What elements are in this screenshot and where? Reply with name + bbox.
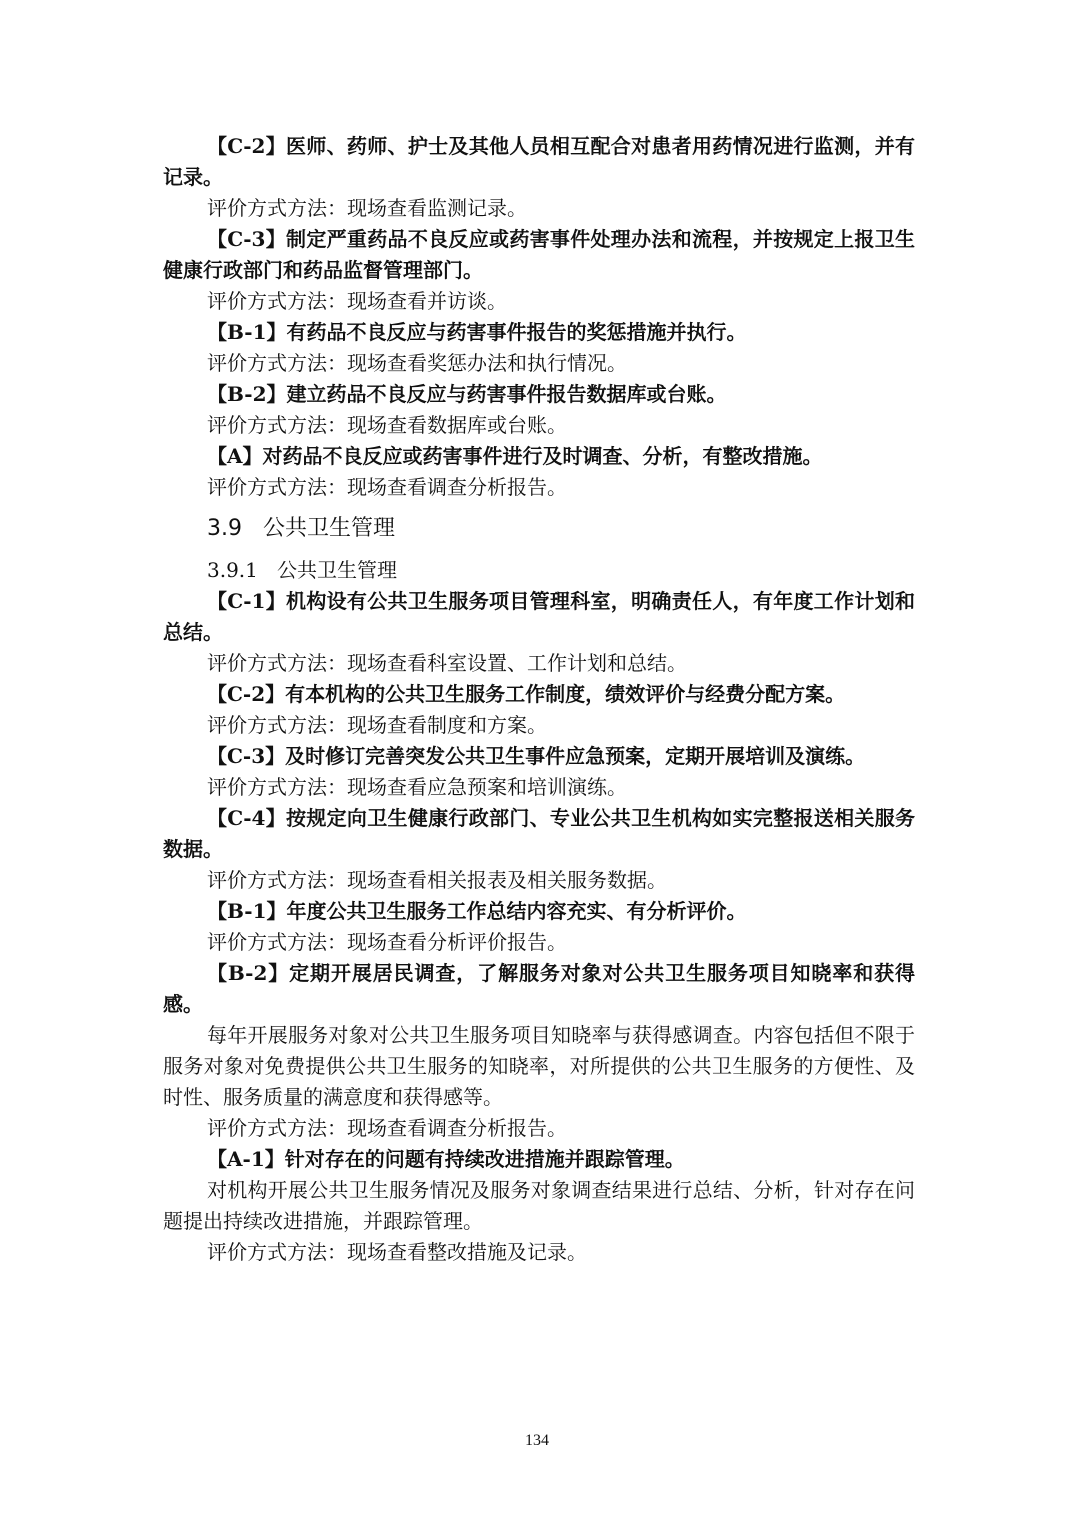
criterion-item: 【C-3】及时修订完善突发公共卫生事件应急预案，定期开展培训及演练。 [207,744,866,768]
criterion-item: 【C-4】按规定向卫生健康行政部门、专业公共卫生机构如实完整报送相关服务数据。 [163,806,915,861]
evaluation-text: 评价方式方法：现场查看调查分析报告。 [207,475,567,499]
page-content [163,131,915,1268]
criterion-item: 【A】对药品不良反应或药害事件进行及时调查、分析，有整改措施。 [207,444,823,468]
criterion-item: 【B-1】年度公共卫生服务工作总结内容充实、有分析评价。 [207,899,747,923]
criterion-item: 【C-3】制定严重药品不良反应或药害事件处理办法和流程，并按规定上报卫生健康行政部门和药品监督管理部门。 [163,227,915,282]
criterion-item: 【A-1】针对存在的问题有持续改进措施并跟踪管理。 [207,1147,685,1171]
section-number: 3.9 [207,516,242,541]
evaluation-text: 评价方式方法：现场查看相关报表及相关服务数据。 [207,868,667,892]
section-title: 公共卫生管理 [262,516,395,541]
subsection-title: 公共卫生管理 [276,558,397,582]
evaluation-text: 评价方式方法：现场查看制度和方案。 [207,713,547,737]
evaluation-text: 评价方式方法：现场查看并访谈。 [207,289,507,313]
pre-section-body [163,131,915,503]
evaluation-text: 评价方式方法：现场查看整改措施及记录。 [207,1240,587,1264]
criterion-item: 【C-2】有本机构的公共卫生服务工作制度，绩效评价与经费分配方案。 [207,682,846,706]
criterion-item: 【B-2】定期开展居民调查，了解服务对象对公共卫生服务项目知晓率和获得感。 [163,961,915,1016]
evaluation-text: 评价方式方法：现场查看调查分析报告。 [207,1116,567,1140]
evaluation-text: 评价方式方法：现场查看奖惩办法和执行情况。 [207,351,627,375]
evaluation-text: 对机构开展公共卫生服务情况及服务对象调查结果进行总结、分析，针对存在问题提出持续改进措施，并跟踪管理。 [163,1178,915,1233]
section-body [163,586,915,1268]
evaluation-text: 评价方式方法：现场查看应急预案和培训演练。 [207,775,627,799]
subsection-number: 3.9.1 [207,558,258,582]
subsection-heading [163,555,915,586]
evaluation-text: 评价方式方法：现场查看科室设置、工作计划和总结。 [207,651,687,675]
criterion-item: 【B-2】建立药品不良反应与药害事件报告数据库或台账。 [207,382,727,406]
evaluation-text: 评价方式方法：现场查看分析评价报告。 [207,930,567,954]
criterion-item: 【B-1】有药品不良反应与药害事件报告的奖惩措施并执行。 [207,320,747,344]
evaluation-text: 评价方式方法：现场查看监测记录。 [207,196,527,220]
section-heading [163,513,915,545]
criterion-item: 【C-1】机构设有公共卫生服务项目管理科室，明确责任人，有年度工作计划和总结。 [163,589,915,644]
page-number: 134 [525,1432,549,1449]
evaluation-text: 评价方式方法：现场查看数据库或台账。 [207,413,567,437]
criterion-item: 【C-2】医师、药师、护士及其他人员相互配合对患者用药情况进行监测，并有记录。 [163,134,915,189]
evaluation-text: 每年开展服务对象对公共卫生服务项目知晓率与获得感调查。内容包括但不限于服务对象对免费提供公共卫生服务的知晓率，对所提供的公共卫生服务的方便性、及时性、服务质量的满意度和获得感等。 [163,1023,915,1109]
